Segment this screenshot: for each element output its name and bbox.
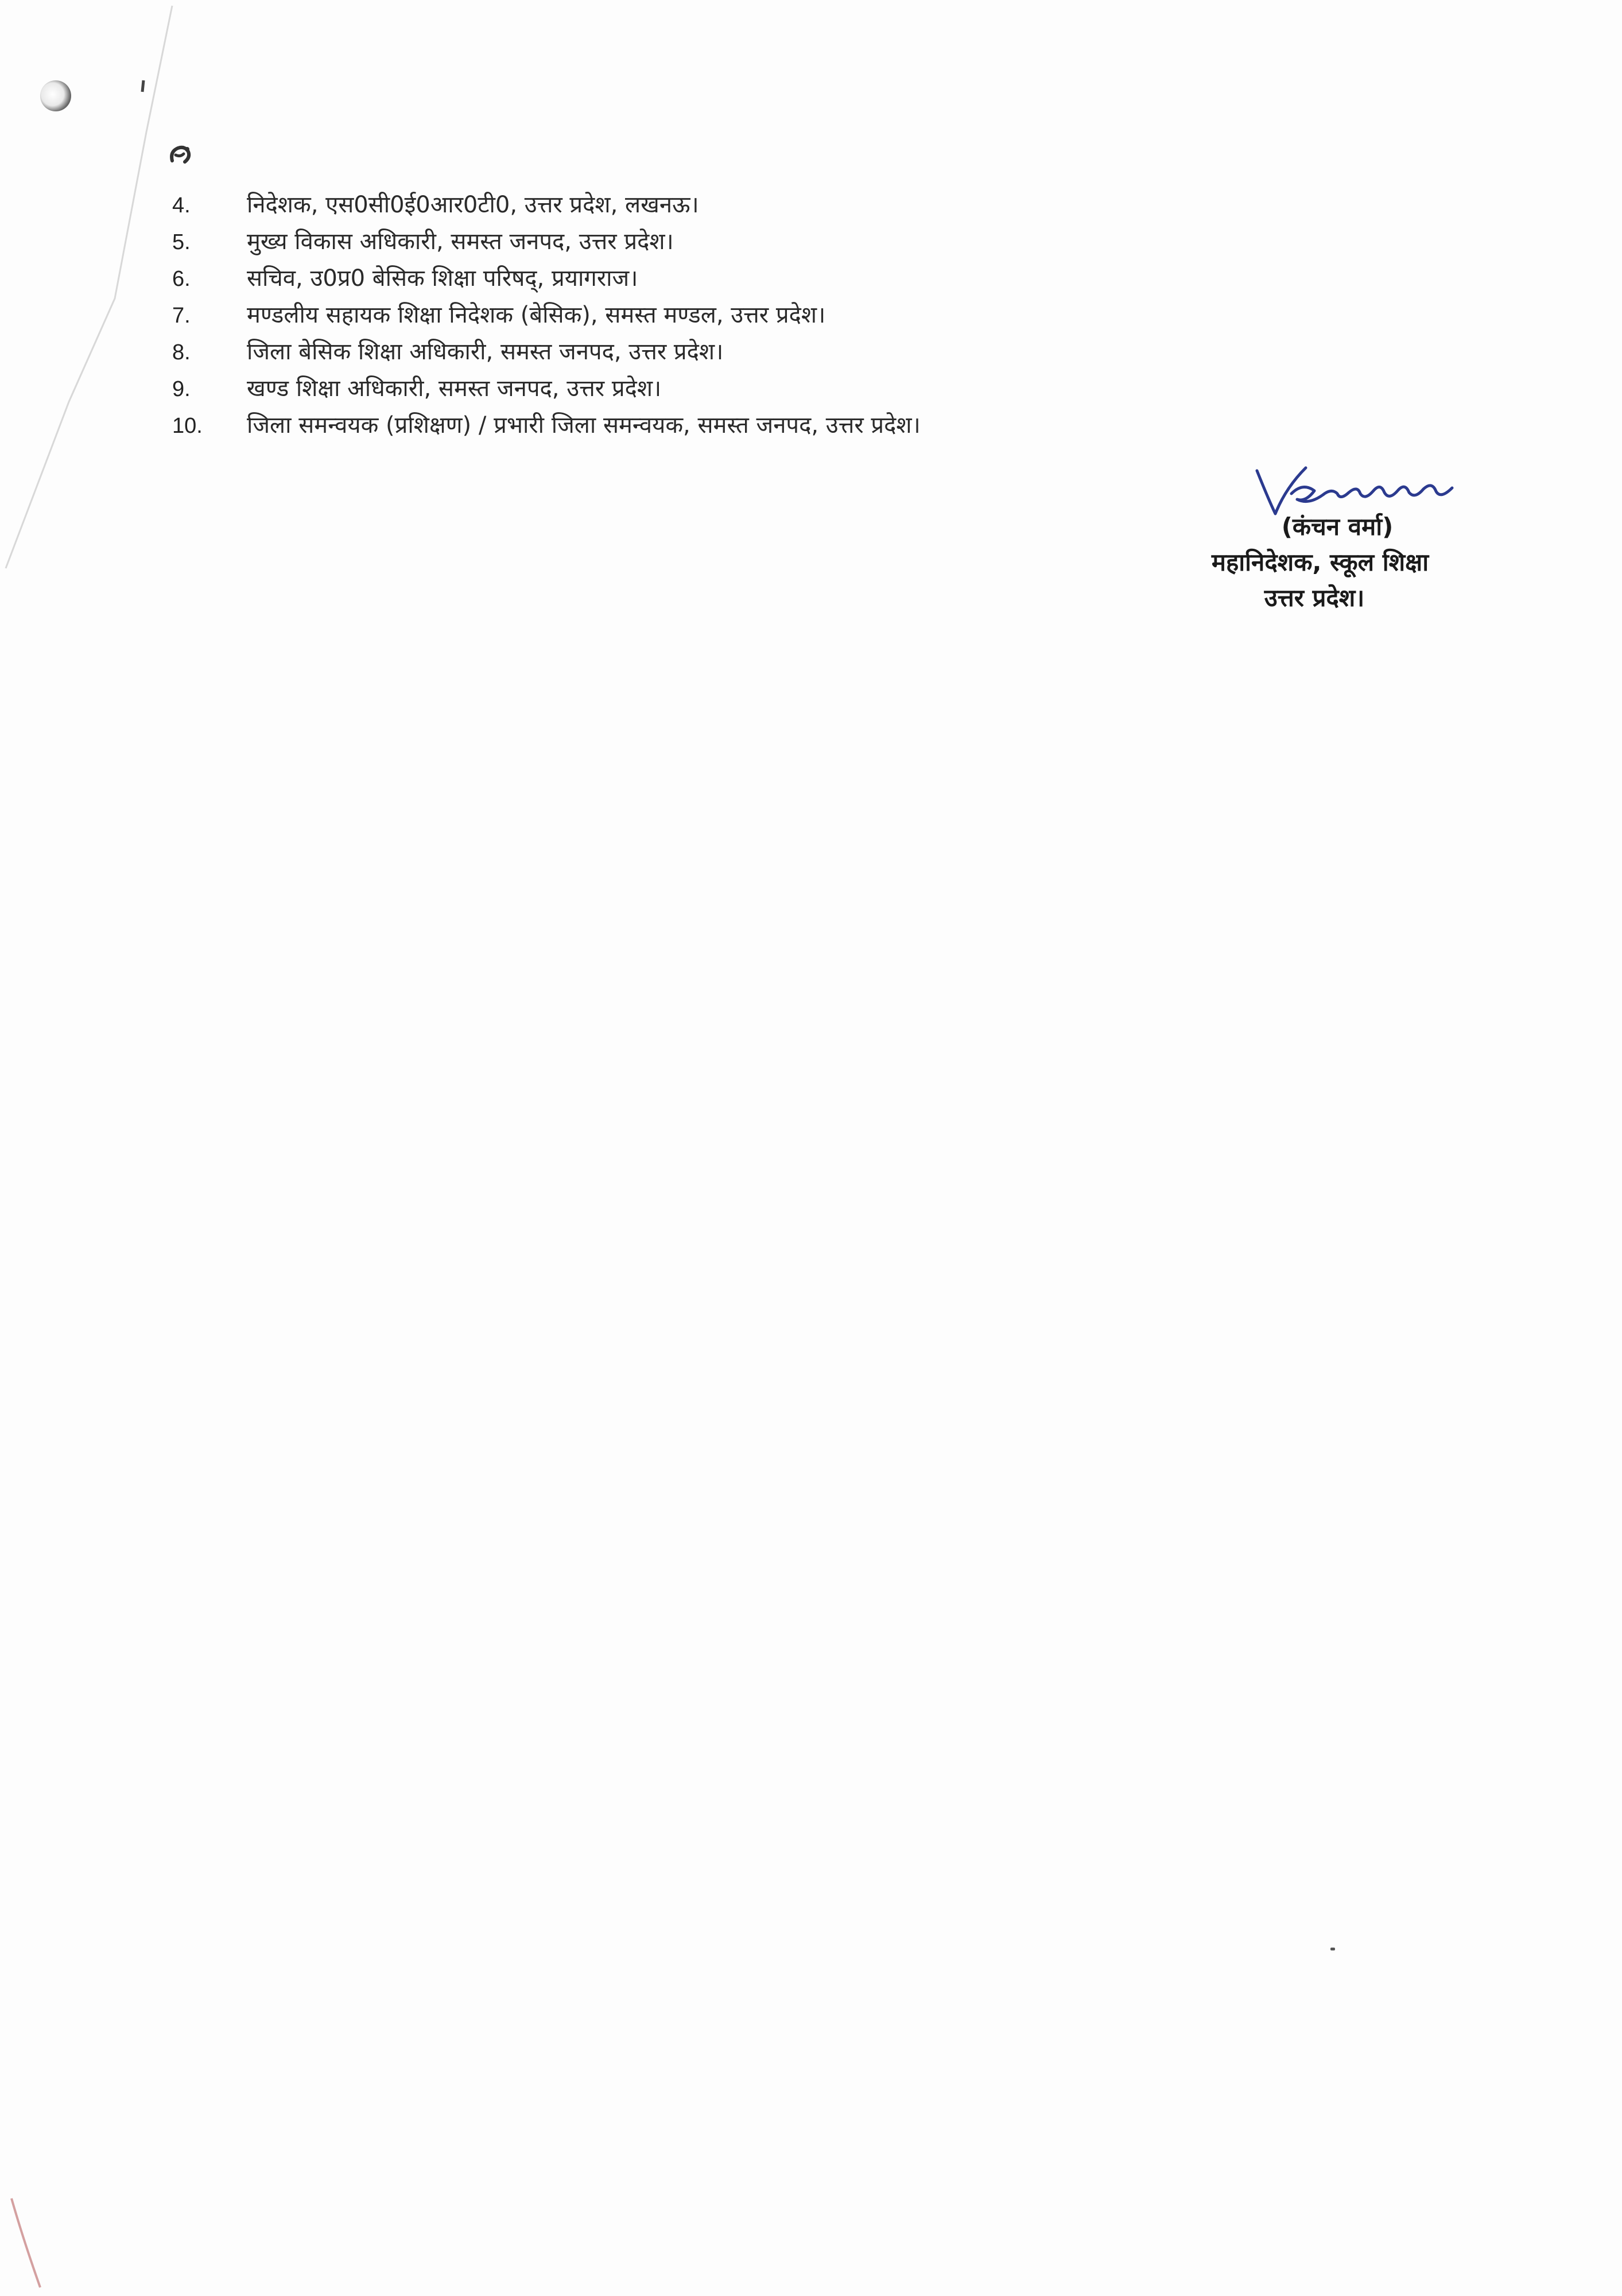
list-item (172, 187, 1377, 223)
list-item-number: 6. (172, 267, 191, 291)
list-item (172, 407, 1377, 444)
list-item-text: निदेशक, एस0सी0ई0आर0टी0, उत्तर प्रदेश, लखनऊ। (247, 192, 699, 218)
list-item-text: मुख्य विकास अधिकारी, समस्त जनपद, उत्तर प्रदेश। (247, 228, 674, 255)
distribution-list (172, 187, 1377, 444)
page-number-mark-icon (168, 144, 193, 169)
list-item-text: जिला बेसिक शिक्षा अधिकारी, समस्त जनपद, उत्तर प्रदेश। (247, 339, 724, 365)
punch-hole (40, 80, 71, 111)
list-item-number: 4. (172, 193, 191, 218)
list-item-number: 7. (172, 304, 191, 328)
list-item-text: जिला समन्वयक (प्रशिक्षण) / प्रभारी जिला समन्वयक, समस्त जनपद, उत्तर प्रदेश। (247, 412, 921, 439)
list-item-number: 8. (172, 340, 191, 364)
signature-block (1136, 459, 1504, 631)
list-item-number: 9. (172, 377, 191, 401)
list-item (172, 260, 1377, 297)
scan-dot (1330, 1948, 1335, 1950)
list-item (172, 223, 1377, 260)
list-item-text: सचिव, उ0प्र0 बेसिक शिक्षा परिषद्, प्रयागराज। (247, 265, 638, 292)
list-item (172, 370, 1377, 407)
list-item (172, 297, 1377, 333)
signatory-state: उत्तर प्रदेश। (1264, 584, 1365, 612)
list-item-text: मण्डलीय सहायक शिक्षा निदेशक (बेसिक), समस्त मण्डल, उत्तर प्रदेश। (247, 302, 826, 328)
list-item-number: 5. (172, 230, 191, 254)
list-item (172, 333, 1377, 370)
signatory-name: (कंचन वर्मा) (1281, 513, 1394, 541)
signatory-designation: महानिदेशक, स्कूल शिक्षा (1211, 548, 1429, 576)
list-item-number: 10. (172, 414, 203, 438)
list-item-text: खण्ड शिक्षा अधिकारी, समस्त जनपद, उत्तर प्रदेश। (247, 375, 662, 402)
